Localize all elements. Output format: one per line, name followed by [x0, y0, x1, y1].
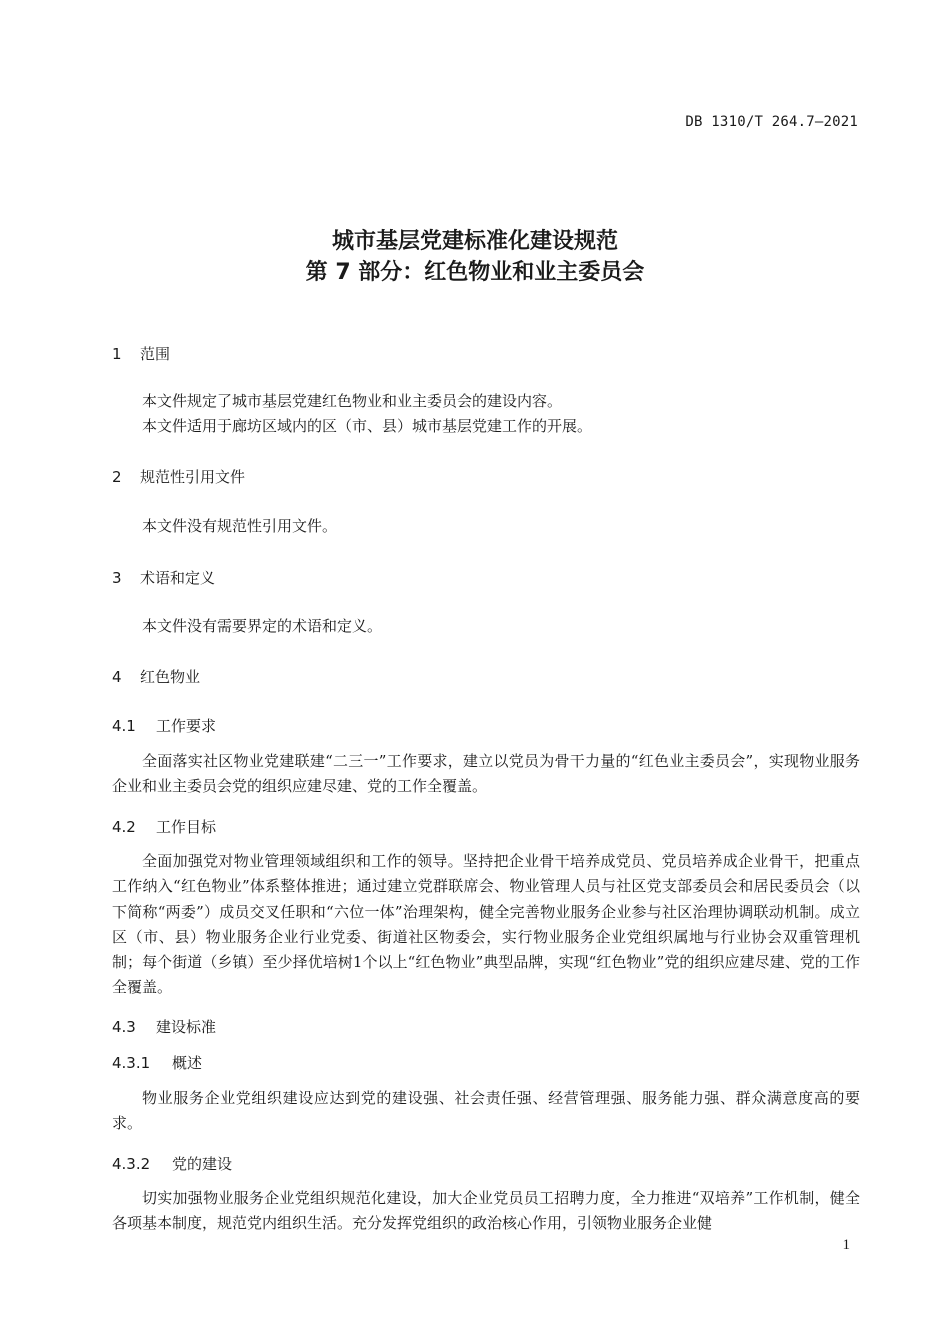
- section-title: 术语和定义: [140, 569, 216, 587]
- section-number: 4.1: [112, 717, 136, 735]
- section-title: 概述: [172, 1054, 203, 1072]
- section-4-3-2-heading: [112, 1153, 232, 1174]
- section-4-3-heading: [112, 1016, 216, 1037]
- section-title: 范围: [140, 345, 171, 363]
- section-number: 4.2: [112, 818, 136, 836]
- section-4-1-paragraph: 全面落实社区物业党建联建“二三一”工作要求，建立以党员为骨干力量的“红色业主委员会”，实现物业服务企业和业主委员会党的组织应建尽建、党的工作全覆盖。: [112, 752, 860, 796]
- document-title-line-1: 城市基层党建标准化建设规范: [331, 229, 618, 254]
- section-1-paragraph-2: 本文件适用于廊坊区域内的区（市、县）城市基层党建工作的开展。: [142, 417, 593, 435]
- section-4-3-1-paragraph: 物业服务企业党组织建设应达到党的建设强、社会责任强、经营管理强、服务能力强、群众满意度高的要求。: [112, 1089, 860, 1133]
- section-4-1-heading: [112, 715, 216, 736]
- section-title: 党的建设: [172, 1155, 233, 1173]
- section-title: 工作目标: [156, 818, 217, 836]
- section-4-2-heading: [112, 816, 216, 837]
- section-number: 4.3: [112, 1018, 136, 1036]
- section-4-3-1-heading: [112, 1052, 202, 1073]
- section-number: 4.3.2: [112, 1155, 151, 1173]
- section-2-paragraph-1: 本文件没有规范性引用文件。: [142, 517, 338, 535]
- section-title: 红色物业: [140, 668, 201, 686]
- section-1-heading: [112, 343, 170, 364]
- section-title: 规范性引用文件: [140, 468, 246, 486]
- section-3-heading: [112, 567, 215, 588]
- page-number: 1: [842, 1237, 850, 1253]
- section-1-paragraph-1: 本文件规定了城市基层党建红色物业和业主委员会的建设内容。: [142, 392, 563, 410]
- section-4-2-paragraph: 全面加强党对物业管理领域组织和工作的领导。坚持把企业骨干培养成党员、党员培养成企业骨干，把重点工作纳入“红色物业”体系整体推进；通过建立党群联席会、物业管理人员与社区党支部委员会和居民委员会（以下简称“两委”）成员交叉任职和“六位一体”治理架构，健全完善物业服务企业参与社区治理协调联动机制。成立区（市、县）物业服务企业行业党委、街道社区物委会，实行物业服务企业党组织属地与行业协会双重管理机制；每个街道（乡镇）至少择优培树1个以上“红色物业”典型品牌，实现“红色物业”党的组织应建尽建、党的工作全覆盖。: [112, 852, 860, 997]
- section-title: 建设标准: [156, 1018, 217, 1036]
- section-number: 4: [112, 668, 122, 686]
- section-number: 1: [112, 345, 122, 363]
- section-title: 工作要求: [156, 717, 217, 735]
- section-4-3-2-paragraph: 切实加强物业服务企业党组织规范化建设，加大企业党员员工招聘力度，全力推进“双培养”工作机制，健全各项基本制度，规范党内组织生活。充分发挥党组织的政治核心作用，引领物业服务企业健: [112, 1189, 860, 1233]
- section-number: 2: [112, 468, 122, 486]
- section-3-paragraph-1: 本文件没有需要界定的术语和定义。: [142, 617, 383, 635]
- standard-number: DB 1310/T 264.7—2021: [685, 114, 858, 130]
- document-title-line-2: 第 7 部分：红色物业和业主委员会: [305, 260, 645, 285]
- section-2-heading: [112, 466, 245, 487]
- section-4-heading: [112, 666, 200, 687]
- section-number: 4.3.1: [112, 1054, 151, 1072]
- section-number: 3: [112, 569, 122, 587]
